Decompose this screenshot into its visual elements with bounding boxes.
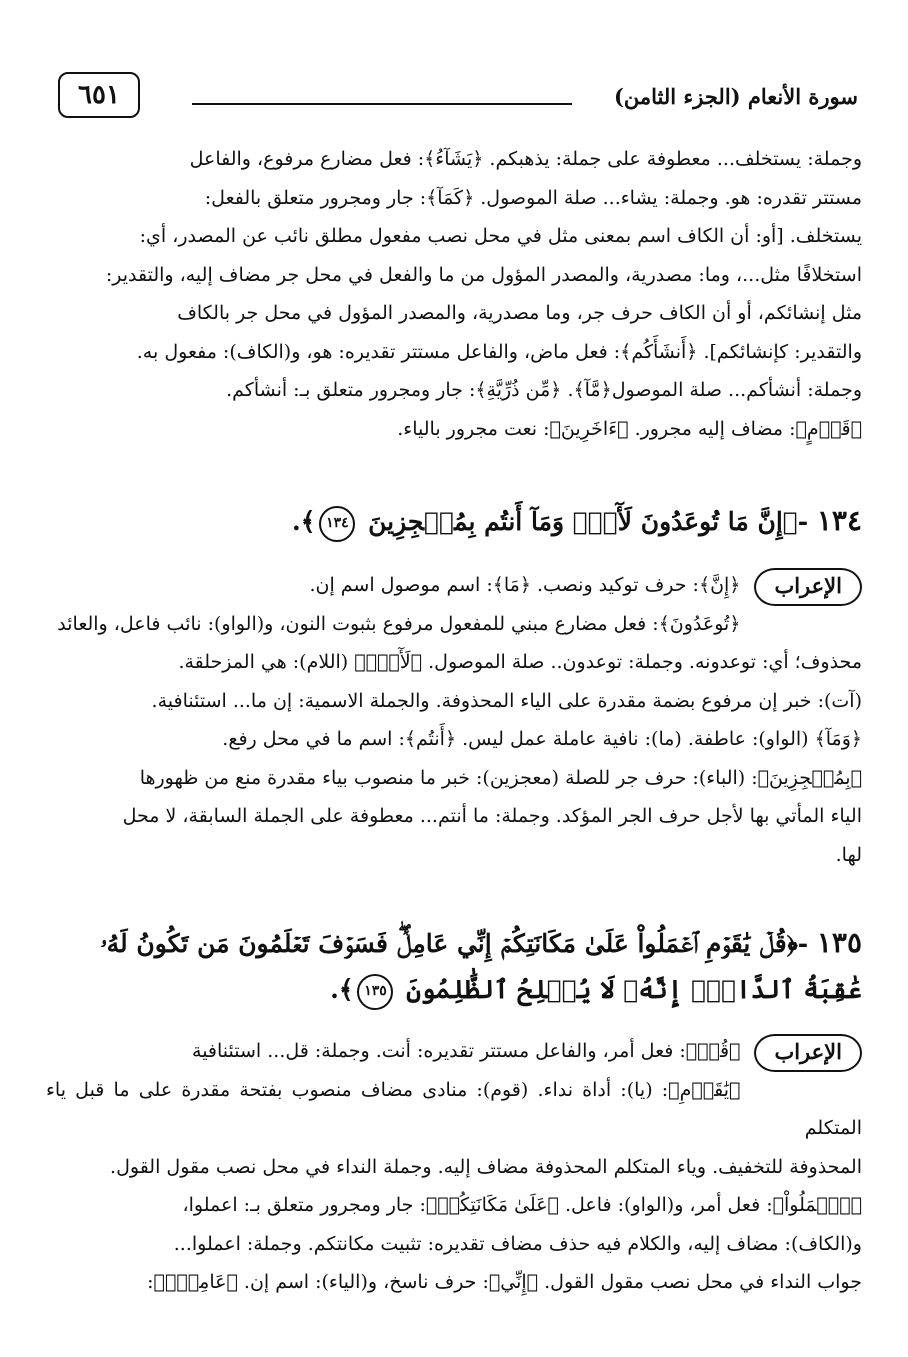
verse-number: ١٣٥ [816,926,862,959]
verse-line-1 [46,920,862,967]
text-line: ﴿قَوۡمٍ﴾: مضاف إليه مجرور. ﴿ءَاخَرِينَ﴾: نعت مجرور بالياء. [397,417,862,440]
text-line: محذوف؛ أي: توعدونه. وجملة: توعدون.. صلة الموصول. ﴿لَأٓتٖۖ﴾ (اللام): هي المزحلقة. [178,651,862,673]
text-line: ﴿إِنَّ﴾: حرف توكيد ونصب. ﴿مَا﴾: اسم موصول اسم إن. [309,574,741,596]
text-line: لها. [835,843,862,866]
verse-134 [46,498,862,545]
verse-close: ﴾. [292,507,316,536]
header-rule [192,103,572,105]
verse-135 [46,920,862,1013]
ayah-end-marker: ١٣٥ [357,974,393,1010]
page-title: سورة الأنعام (الجزء الثامن) [613,84,858,109]
text-line: (آت): خبر إن مرفوع بضمة مقدرة على الياء المحذوفة. والجملة الاسمية: إن ما... استئنافية. [151,689,862,712]
text-line: ﴿يَٰقَوۡمِ﴾: (يا): أداة نداء. (قوم): منادى مضاف منصوب بفتحة مقدرة على ما قبل ياء المتكلم [46,1078,862,1139]
ayah-end-marker: ١٣٤ [319,506,355,542]
text-line: وجملة: أنشأكم... صلة الموصول﴿مَّآ﴾. ﴿مِّن ذُرِّيَّةِ﴾: جار ومجرور متعلق بـ: أنشأكم. [226,379,862,401]
verse-number: ١٣٤ [816,504,862,537]
page-header [52,70,858,118]
commentary-block-1 [46,140,862,448]
page-number: ٦٥١ [58,72,140,118]
text-line: مثل إنشائكم، أو أن الكاف حرف جر، وما مصدرية، والمصدر المؤول في محل جر بالكاف [177,302,862,324]
text-line: ﴿بِمُعۡجِزِينَ﴾: (الباء): حرف جر للصلة (معجزين): خبر ما منصوب بياء مقدرة منع من ظهورها [139,766,862,789]
text-line: جواب النداء في محل نصب مقول القول. ﴿إِنِّي﴾: حرف ناسخ، و(الياء): اسم إن. ﴿عَامِلٞۖ﴾: [147,1271,862,1293]
text-line: ﴿وَمَآ﴾ (الواو): عاطفة. (ما): نافية عاملة عمل ليس. ﴿أَنتُم﴾: اسم ما في محل رفع. [222,728,862,750]
text-line: استخلافًا مثل...، وما: مصدرية، والمصدر المؤول من ما والفعل في محل جر مضاف إليه، والتقدير: [105,263,862,286]
text-line: الياء المأتي بها لأجل حرف الجر المؤكد. وجملة: ما أنتم... معطوفة على الجملة السابقة، لا محل [122,805,862,827]
text-line: المحذوفة للتخفيف. وياء المتكلم المحذوفة مضاف إليه. وجملة النداء في محل نصب مقول القول. [110,1155,862,1178]
text-line: ﴿ٱعۡمَلُواْ﴾: فعل أمر، و(الواو): فاعل. ﴿عَلَىٰ مَكَانَتِكُمۡ﴾: جار ومجرور متعلق بـ: اعملوا، [182,1194,862,1216]
verse-text: عَٰقِبَةُ ٱلدَّارِۚ إِنَّهُۥ لَا يُفۡلِحُ ٱلظَّٰلِمُونَ [406,975,862,1004]
text-line: يستخلف. [أو: أن الكاف اسم بمعنى مثل في محل نصب مفعول مطلق نائب عن المصدر، أي: [139,225,862,247]
text-line: وجملة: يستخلف... معطوفة على جملة: يذهبكم. ﴿يَشَآءُ﴾: فعل مضارع مرفوع، والفاعل [189,148,862,170]
text-line: ﴿تُوعَدُونَ﴾: فعل مضارع مبني للمفعول مرفوع بثبوت النون، و(الواو): نائب فاعل، والعائد [57,612,741,635]
verse-close: ﴾. [330,975,354,1004]
i3rab-badge: الإعراب [754,1034,862,1072]
verse-line-2 [46,967,862,1013]
text-line: مستتر تقدره: هو. وجملة: يشاء... صلة الموصول. ﴿كَمَآ﴾: جار ومجرور متعلق بالفعل: [204,186,862,209]
verse-text: -﴿إِنَّ مَا تُوعَدُونَ لَأٓتٖۖ وَمَآ أَنتُم بِمُعۡجِزِينَ [368,507,809,536]
verse-text: -﴿قُلۡ يَٰقَوۡمِ ٱعۡمَلُواْ عَلَىٰ مَكَانَتِكُمۡ إِنِّي عَامِلٞۖ فَسَوۡفَ تَعۡلَمُونَ مَن تَكُونُ لَهُۥ [100,929,809,958]
text-line: والتقدير: كإنشائكم]. ﴿أَنشَأَكُم﴾: فعل ماض، والفاعل مستتر تقديره: هو، و(الكاف): مفعول به. [136,340,862,363]
text-line: ﴿قُلۡ﴾: فعل أمر، والفاعل مستتر تقديره: أنت. وجملة: قل... استئنافية [192,1040,741,1062]
text-line: و(الكاف): مضاف إليه، والكلام فيه حذف مضاف تقديره: تثبيت مكانتكم. وجملة: اعملوا... [173,1232,862,1255]
i3rab-block-135 [46,1032,862,1302]
i3rab-badge: الإعراب [754,568,862,606]
i3rab-block-134 [46,566,862,874]
